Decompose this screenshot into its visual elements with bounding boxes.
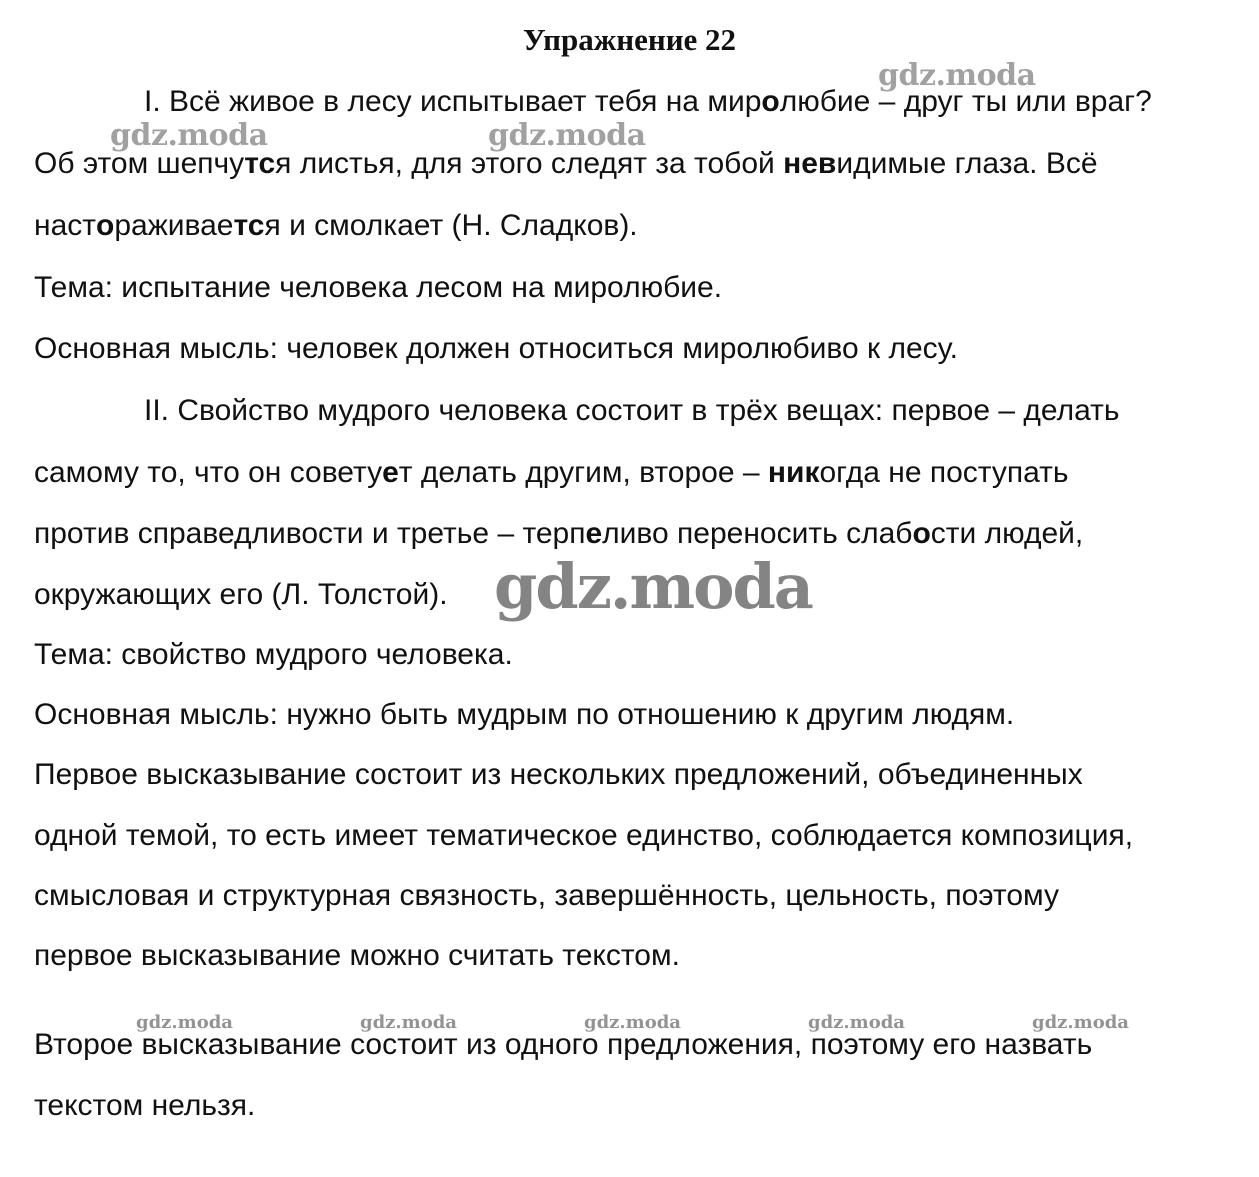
paragraph-2-line-1: II. Свойство мудрого человека состоит в трёх вещах: первое – делать	[144, 394, 1120, 427]
conclusion-1-line-2: одной темой, то есть имеет тематическое единство, соблюдается композиция,	[34, 819, 1134, 852]
watermark: gdz.moda	[110, 118, 268, 153]
paragraph-1-line-2: Об этом шепчутся листья, для этого следят за тобой невидимые глаза. Всё	[34, 147, 1098, 180]
watermark-small: gdz.moda	[360, 1012, 457, 1033]
exercise-title: Упражнение 22	[522, 22, 737, 57]
paragraph-1-line-3: настораживается и смолкает (Н. Сладков).	[34, 209, 638, 242]
conclusion-1-line-4: первое высказывание можно считать текстом.	[34, 939, 680, 972]
watermark-small: gdz.moda	[808, 1012, 905, 1033]
conclusion-1-line-3: смысловая и структурная связность, завершённость, цельность, поэтому	[34, 879, 1059, 912]
main-idea-1: Основная мысль: человек должен относиться миролюбиво к лесу.	[34, 332, 958, 365]
paragraph-2-line-2: самому то, что он советует делать другим, второе – никогда не поступать	[34, 456, 1069, 489]
watermark-large: gdz.moda	[494, 550, 812, 623]
theme-1: Тема: испытание человека лесом на миролюбие.	[34, 271, 723, 304]
conclusion-2-line-2: текстом нельзя.	[34, 1089, 256, 1122]
main-idea-2: Основная мысль: нужно быть мудрым по отношению к другим людям.	[34, 698, 1015, 731]
watermark-small: gdz.moda	[1032, 1012, 1129, 1033]
watermark-small: gdz.moda	[584, 1012, 681, 1033]
watermark-small: gdz.moda	[136, 1012, 233, 1033]
theme-2: Тема: свойство мудрого человека.	[34, 638, 513, 671]
watermark: gdz.moda	[488, 118, 646, 153]
paragraph-2-line-4: окружающих его (Л. Толстой).	[34, 578, 448, 611]
paragraph-1-line-1: I. Всё живое в лесу испытывает тебя на миролюбие – друг ты или враг?	[144, 85, 1152, 118]
conclusion-1-line-1: Первое высказывание состоит из нескольких предложений, объединенных	[34, 758, 1083, 791]
watermark: gdz.moda	[878, 58, 1036, 93]
conclusion-2-line-1: Второе высказывание состоит из одного предложения, поэтому его назвать	[34, 1028, 1093, 1061]
paragraph-2-line-3: против справедливости и третье – терпеливо переносить слабости людей,	[34, 517, 1084, 550]
